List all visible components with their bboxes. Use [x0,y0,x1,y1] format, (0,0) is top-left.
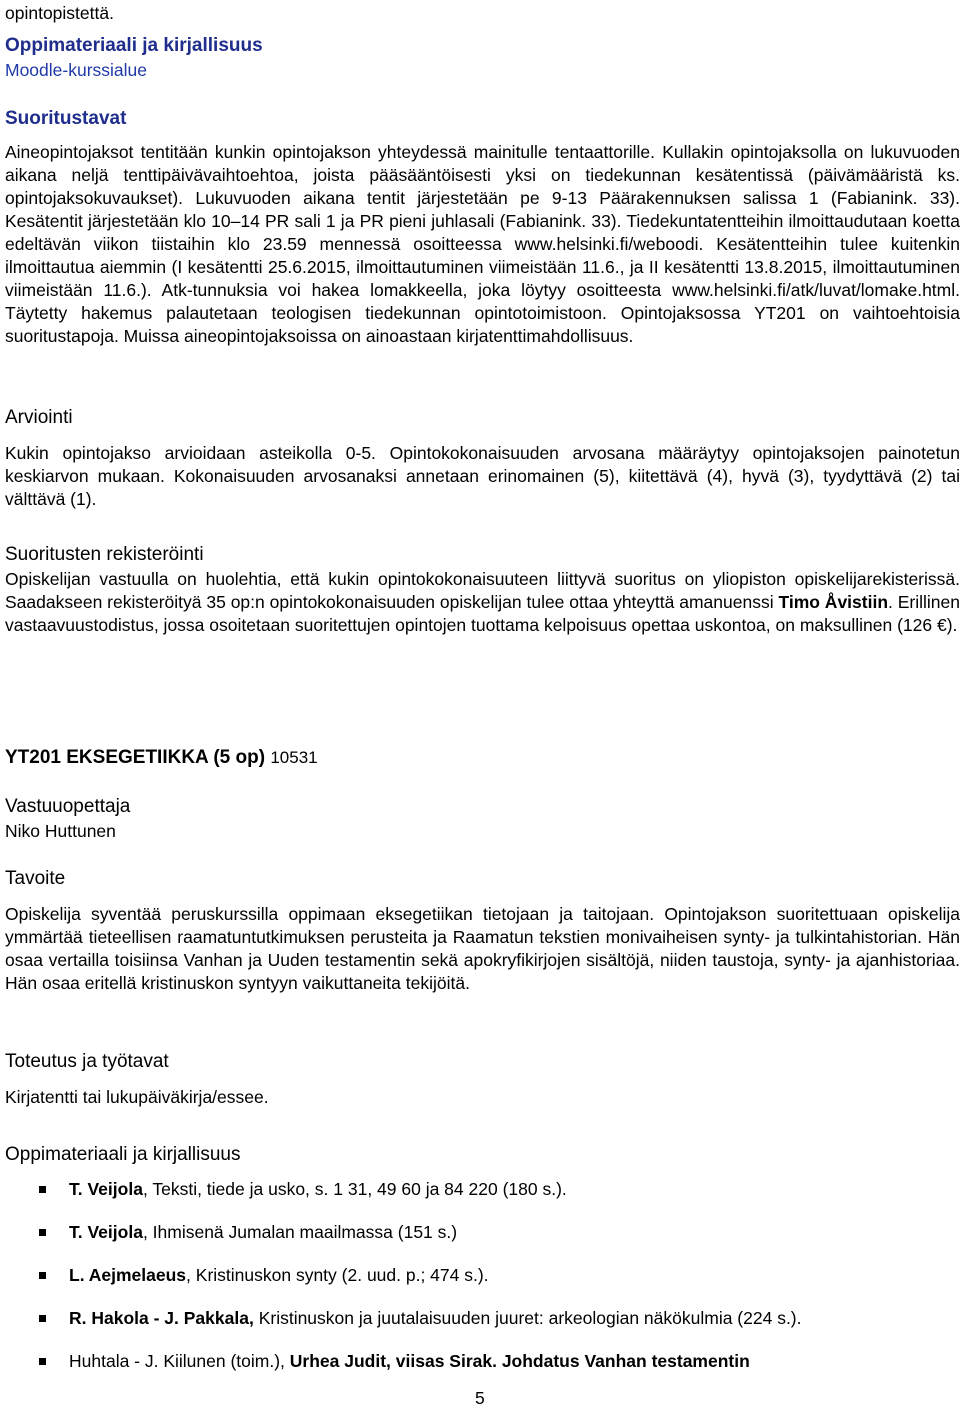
course-code: 10531 [270,748,318,767]
reading-list-item [5,1350,960,1373]
method-text: Kirjatentti tai lukupäiväkirja/essee. [5,1087,269,1107]
teacher-name: Niko Huttunen [5,821,116,841]
bullet-square-icon [39,1358,46,1365]
book-author: T. Veijola [69,1222,143,1242]
book-editors: Huhtala - J. Kiilunen (toim.), [69,1351,290,1371]
book-author: T. Veijola [69,1179,143,1199]
reading-list-item [5,1307,960,1350]
book-author: L. Aejmelaeus [69,1265,187,1285]
course-title [5,746,318,769]
materials-heading: Oppimateriaali ja kirjallisuus [5,1144,241,1165]
methods-heading: Suoritustavat [5,108,127,129]
book-details: , Kristinuskon synty (2. uud. p.; 474 s.). [186,1265,489,1285]
methods-text: Aineopintojaksot tentitään kunkin opintojakson yhteydessä mainitulle tentaattorille. Kullakin opintojaksolla on lukuvuoden aikana neljä tenttipäivävaihtoehtoa, joista pääsääntöisesti yksi on tiedekunnan kesätentissä (päivämääristä ks. opintojaksokuvaukset). Lukuvuoden aikana tentit järjestetään pe 9-13 Päärakennuksen salissa 1 (Fabianink. 33). Kesätentit järjestetään klo 10–14 PR sali 1 ja PR pieni juhlasali (Fabianink. 33). Tiedekuntatentteihin ilmoittaudutaan koetta edeltävän viikon tiistaihin klo 23.59 mennessä osoitteessa www.helsinki.fi/weboodi. Kesätentteihin tulee kuitenkin ilmoittautua aiemmin (I kesätentti 25.6.2015, ilmoittautuminen viimeistään 11.6., ja II kesätentti 13.8.2015, ilmoittautuminen viimeistään 11.6.). Atk-tunnuksia voi hakea lomakkeella, joka löytyy osoitteesta www.helsinki.fi/atk/luvat/lomake.html. Täytetty hakemus palautetaan teologisen tiedekunnan opintotoimistoon. Opintojaksossa YT201 on vaihtoehtoisia suoritustapoja. Muissa aineopintojaksoissa on ainoastaan kirjatenttimahdollisuus. [5,142,960,346]
grading-text: Kukin opintojakso arvioidaan asteikolla 0-5. Opintokokonaisuuden arvosana määräytyy opintojaksojen painotetun keskiarvon mukaan. Kokonaisuuden arvosanaksi annetaan erinomainen (5), kiitettävä (4), hyvä (3), tyydyttävä (2) tai välttävä (1). [5,443,960,509]
book-details: Kristinuskon ja juutalaisuuden juuret: arkeologian näkökulmia (224 s.). [253,1308,802,1328]
registration-text [5,568,960,637]
bullet-square-icon [39,1229,46,1236]
teacher-heading: Vastuuopettaja [5,796,131,817]
method-heading: Toteutus ja työtavat [5,1051,169,1072]
bullet-square-icon [39,1186,46,1193]
course-title-text: YT201 EKSEGETIIKKA (5 op) [5,747,266,768]
book-author: R. Hakola - J. Pakkala, [69,1308,254,1328]
goal-text: Opiskelija syventää peruskurssilla oppimaan eksegetiikan tietojaan ja taitojaan. Opintojakson suoritettuaan opiskelija ymmärtää tieteellisen raamatuntutkimuksen perusteita ja Raamatun tekstien monivaiheisen synty- ja tulkintahistorian. Hän osaa vertailla toisiinsa Vanhan ja Uuden testamentin sekä apokryfikirjojen sisältöjä, niiden taustoja, synty- ja ajanhistoriaa. Hän osaa eritellä kristinuskon syntyyn vaikuttaneita tekijöitä. [5,904,960,993]
reading-list-item [5,1264,960,1307]
book-title: Urhea Judit, viisas Sirak. Johdatus Vanhan testamentin [289,1351,750,1371]
reading-list-item [5,1221,960,1264]
registration-text-part1: Opiskelijan vastuulla on huolehtia, että kukin opintokokonaisuuteen liittyvä suoritus on yliopiston opiskelijarekisterissä. Saadakseen rekisteröityä 35 op:n opintokokonaisuuden opiskelijan tulee ottaa yhteyttä amanuenssi [5,569,960,612]
materials-heading-prev: Oppimateriaali ja kirjallisuus [5,35,263,56]
registration-contact-name: Timo Åvistiin [778,592,889,612]
bullet-square-icon [39,1272,46,1279]
reading-list [5,1178,960,1373]
moodle-link[interactable]: Moodle-kurssialue [5,60,148,80]
previous-course-tail: opintopistettä. [5,3,114,23]
goal-heading: Tavoite [5,868,66,889]
page-number: 5 [475,1388,485,1408]
grading-heading: Arviointi [5,407,73,428]
reading-list-item [5,1178,960,1221]
book-details: , Ihmisenä Jumalan maailmassa (151 s.) [142,1222,458,1242]
registration-text-part2: . Erillinen vastaavuustodistus, jossa osoitetaan suoritettujen opintojen tuottama kelpoisuus opettaa uskontoa, on maksullinen (126 €). [5,592,960,635]
book-details: , Teksti, tiede ja usko, s. 1 31, 49 60 ja 84 220 (180 s.). [142,1179,567,1199]
registration-heading: Suoritusten rekisteröinti [5,544,204,565]
bullet-square-icon [39,1315,46,1322]
